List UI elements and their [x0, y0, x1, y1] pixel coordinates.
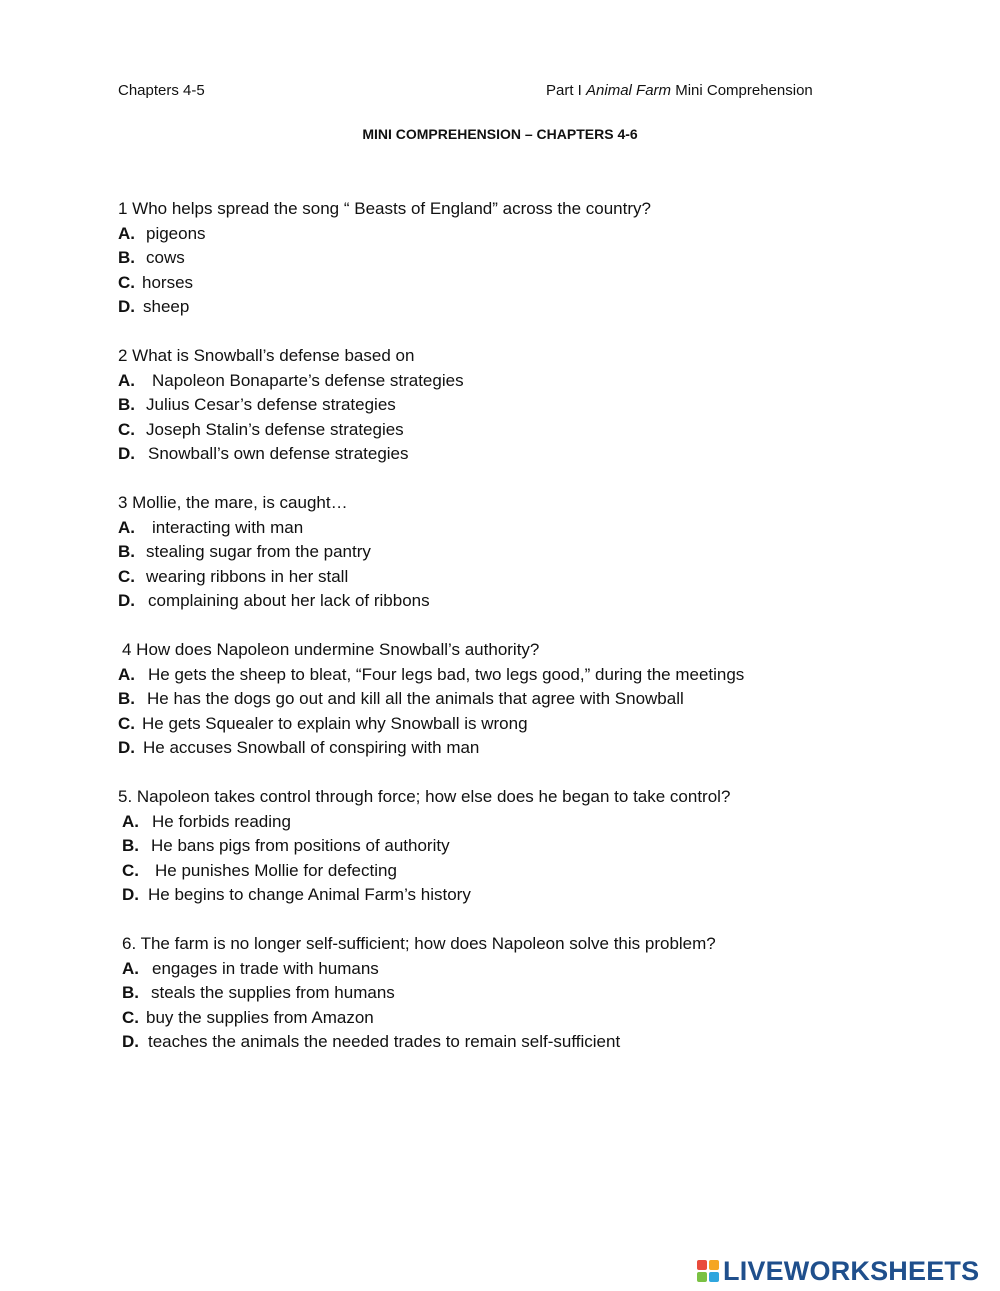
option-text: buy the supplies from Amazon — [146, 1007, 374, 1027]
question-2 — [118, 344, 898, 467]
option-c[interactable] — [118, 859, 898, 884]
option-d[interactable] — [118, 1030, 898, 1055]
question-text: 6. The farm is no longer self-sufficient; how does Napoleon solve this problem? — [122, 934, 716, 953]
option-text: teaches the animals the needed trades to remain self-sufficient — [148, 1032, 621, 1051]
option-d[interactable] — [118, 442, 898, 467]
option-a[interactable] — [118, 957, 898, 982]
option-b[interactable] — [118, 246, 898, 271]
option-a[interactable] — [118, 810, 898, 835]
option-text: wearing ribbons in her stall — [146, 566, 349, 586]
option-letter: D. — [122, 1032, 139, 1051]
option-letter: B. — [118, 689, 135, 708]
option-b[interactable] — [118, 981, 898, 1006]
option-d[interactable] — [118, 589, 898, 614]
option-text: cows — [146, 248, 185, 267]
option-letter: A. — [118, 664, 135, 684]
option-letter: B. — [118, 248, 135, 267]
option-text: stealing sugar from the pantry — [146, 542, 371, 561]
option-c[interactable] — [118, 712, 898, 737]
option-c[interactable] — [118, 565, 898, 590]
option-b[interactable] — [118, 687, 898, 712]
option-text: He has the dogs go out and kill all the animals that agree with Snowball — [147, 689, 684, 708]
logo-text: LIVEWORKSHEETS — [723, 1255, 980, 1286]
page-title: MINI COMPREHENSION – CHAPTERS 4-6 — [362, 126, 638, 142]
option-letter: A. — [118, 223, 135, 243]
option-text: He begins to change Animal Farm’s history — [148, 885, 471, 904]
option-text: sheep — [143, 297, 190, 316]
option-text: He accuses Snowball of conspiring with man — [143, 738, 480, 757]
logo-square-orange — [709, 1260, 719, 1270]
option-text: He gets Squealer to explain why Snowball is wrong — [142, 713, 528, 733]
option-letter: B. — [118, 542, 135, 561]
liveworksheets-logo — [697, 1257, 979, 1285]
option-b[interactable] — [118, 393, 898, 418]
logo-square-red — [697, 1260, 707, 1270]
question-1 — [118, 197, 898, 320]
option-letter: D. — [118, 591, 135, 610]
question-text: 1 Who helps spread the song “ Beasts of England” across the country? — [118, 199, 651, 218]
option-letter: D. — [118, 297, 135, 316]
option-a[interactable] — [118, 516, 898, 541]
question-5 — [118, 785, 898, 908]
question-4 — [118, 638, 898, 761]
option-letter: B. — [122, 836, 139, 855]
option-text: interacting with man — [152, 517, 304, 537]
option-letter: C. — [122, 860, 139, 880]
option-text: He punishes Mollie for defecting — [155, 860, 397, 880]
logo-square-blue — [709, 1272, 719, 1282]
option-letter: A. — [118, 517, 135, 537]
option-letter: C. — [118, 419, 135, 439]
option-text: complaining about her lack of ribbons — [148, 591, 430, 610]
option-text: He forbids reading — [152, 811, 291, 831]
question-text: 2 What is Snowball’s defense based on — [118, 346, 415, 365]
option-c[interactable] — [118, 271, 898, 296]
header-part-suffix: Mini Comprehension — [671, 82, 813, 99]
option-d[interactable] — [118, 883, 898, 908]
option-letter: D. — [122, 885, 139, 904]
option-letter: D. — [118, 738, 135, 757]
option-letter: D. — [118, 444, 135, 463]
header-chapters: Chapters 4-5 — [118, 82, 205, 99]
option-c[interactable] — [118, 1006, 898, 1031]
question-list — [118, 197, 898, 1079]
question-text: 5. Napoleon takes control through force; how else does he began to take control? — [118, 787, 731, 806]
question-text: 4 How does Napoleon undermine Snowball’s authority? — [122, 640, 540, 659]
question-6 — [118, 932, 898, 1055]
logo-square-green — [697, 1272, 707, 1282]
question-text: 3 Mollie, the mare, is caught… — [118, 493, 348, 512]
option-text: He gets the sheep to bleat, “Four legs bad, two legs good,” during the meetings — [148, 664, 745, 684]
option-text: horses — [142, 272, 194, 292]
option-text: pigeons — [146, 223, 206, 243]
option-a[interactable] — [118, 222, 898, 247]
header-part-title — [546, 82, 813, 99]
option-d[interactable] — [118, 295, 898, 320]
option-letter: C. — [118, 272, 135, 292]
option-b[interactable] — [118, 834, 898, 859]
option-text: steals the supplies from humans — [151, 983, 395, 1002]
option-text: Snowball’s own defense strategies — [148, 444, 409, 463]
option-text: engages in trade with humans — [152, 958, 379, 978]
option-letter: C. — [122, 1007, 139, 1027]
option-d[interactable] — [118, 736, 898, 761]
option-letter: A. — [118, 370, 135, 390]
option-a[interactable] — [118, 663, 898, 688]
option-letter: B. — [118, 395, 135, 414]
option-b[interactable] — [118, 540, 898, 565]
option-text: Napoleon Bonaparte’s defense strategies — [152, 370, 464, 390]
option-text: He bans pigs from positions of authority — [151, 836, 450, 855]
option-a[interactable] — [118, 369, 898, 394]
option-letter: A. — [122, 958, 139, 978]
option-letter: B. — [122, 983, 139, 1002]
header-part-prefix: Part I — [546, 82, 587, 99]
option-letter: C. — [118, 566, 135, 586]
header-book-title: Animal Farm — [586, 82, 672, 99]
logo-mark-icon — [697, 1260, 719, 1282]
option-c[interactable] — [118, 418, 898, 443]
option-letter: C. — [118, 713, 135, 733]
option-letter: A. — [122, 811, 139, 831]
question-3 — [118, 491, 898, 614]
option-text: Julius Cesar’s defense strategies — [146, 395, 396, 414]
option-text: Joseph Stalin’s defense strategies — [146, 419, 404, 439]
